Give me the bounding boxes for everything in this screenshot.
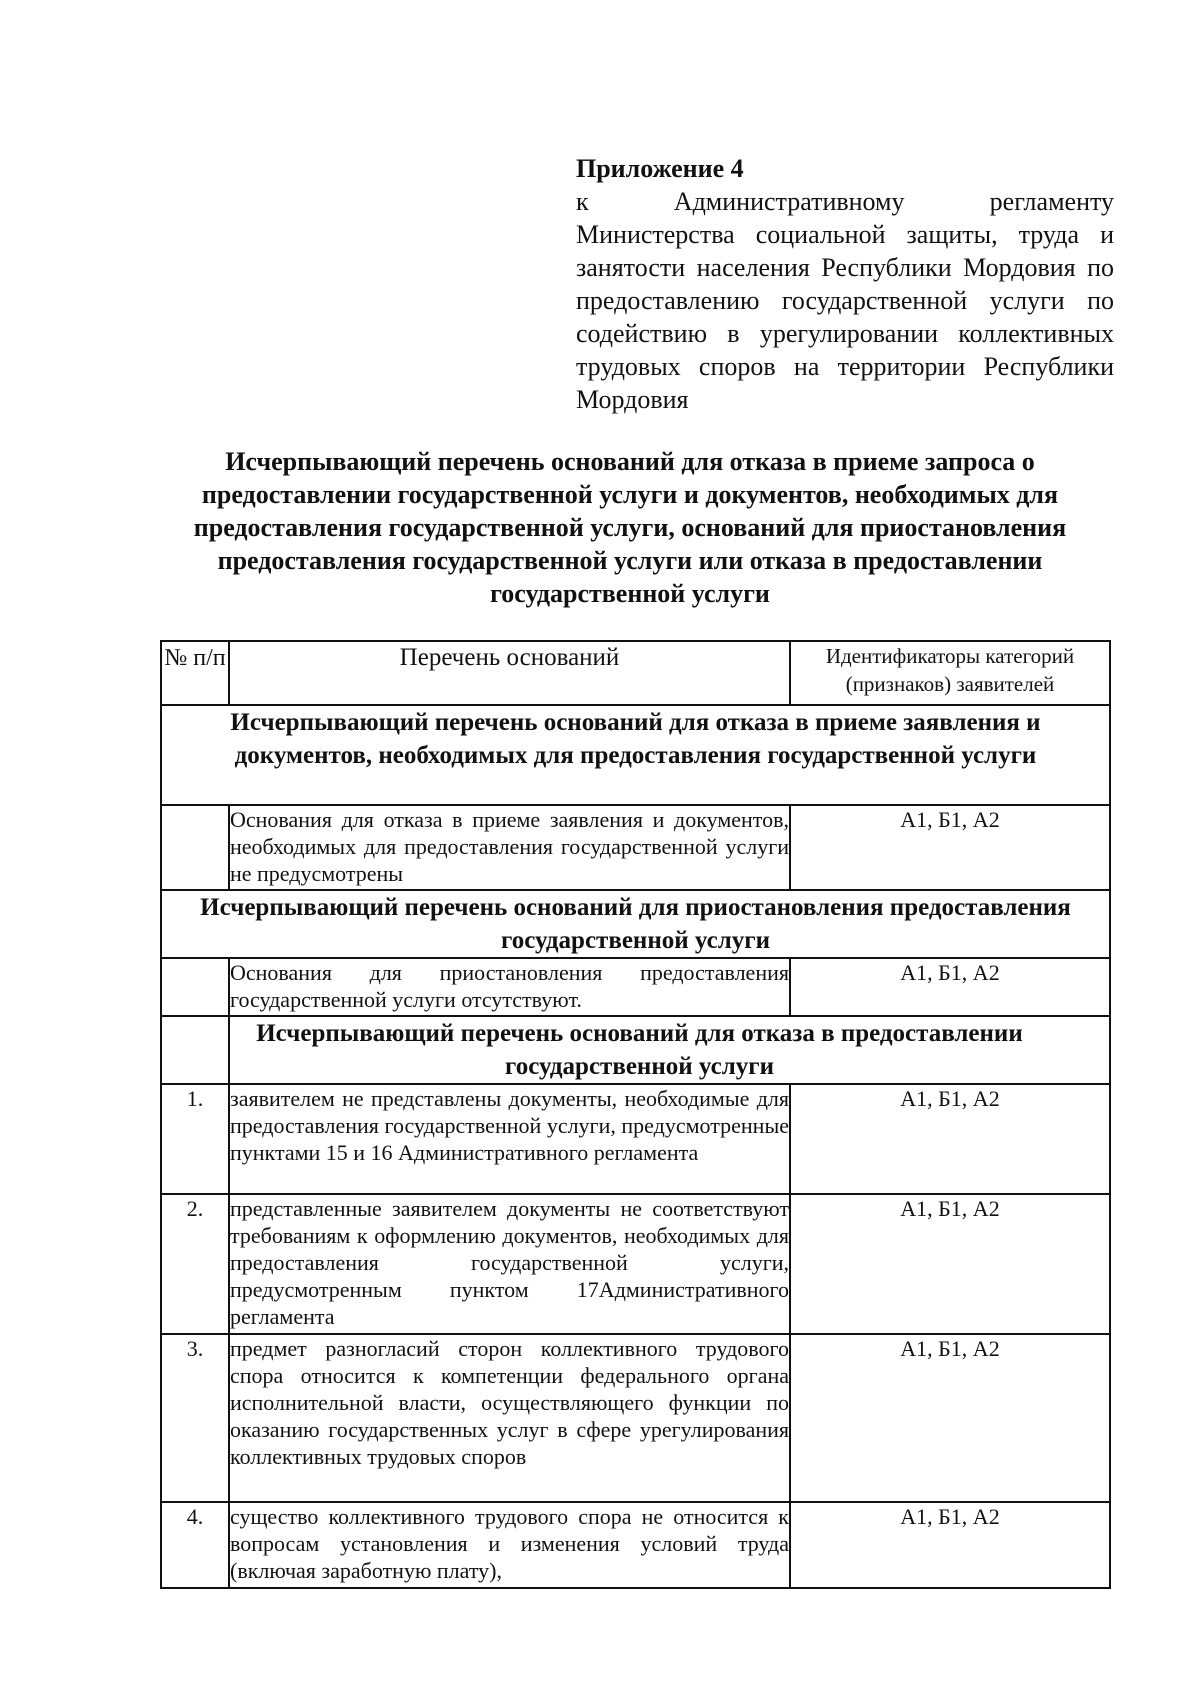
row-ids: А1, Б1, А2 xyxy=(790,805,1110,890)
row-number: 3. xyxy=(161,1334,229,1502)
section-row xyxy=(161,890,1110,958)
row-text: представленные заявителем документы не соответствуют требованиям к оформлению документов, необходимых для предоставления государственной услуги, предусмотренным пунктом 17Административного регламента xyxy=(229,1194,790,1334)
table-row xyxy=(161,1502,1110,1588)
row-number xyxy=(161,958,229,1016)
document-title: Исчерпывающий перечень оснований для отказа в приеме запроса о предоставлении государственной услуги и документов, необходимых для предоставления государственной услуги, оснований для приостановления предоставления государственной услуги или отказа в предоставлении государственной услуги xyxy=(193,447,1067,608)
column-header-ids: Идентификаторы категорий (признаков) заявителей xyxy=(790,641,1110,705)
appendix-heading: Приложение 4 xyxy=(576,154,744,183)
table-row xyxy=(161,805,1110,890)
table-header-row xyxy=(161,641,1110,705)
row-text: предмет разногласий сторон коллективного трудового спора относится к компетенции федерального органа исполнительной власти, осуществляющего функции по оказанию государственных услуг в сфере урегулирования коллективных трудовых споров xyxy=(229,1334,790,1502)
table-row xyxy=(161,1194,1110,1334)
table-row xyxy=(161,958,1110,1016)
row-ids: А1, Б1, А2 xyxy=(790,1084,1110,1194)
row-number: 1. xyxy=(161,1084,229,1194)
empty-cell xyxy=(161,1016,229,1084)
row-ids: А1, Б1, А2 xyxy=(790,1334,1110,1502)
row-number: 4. xyxy=(161,1502,229,1588)
row-number xyxy=(161,805,229,890)
row-text: заявителем не представлены документы, необходимые для предоставления государственной услуги, предусмотренные пунктами 15 и 16 Административного регламента xyxy=(229,1084,790,1194)
column-header-basis: Перечень оснований xyxy=(229,641,790,705)
column-header-number: № п/п xyxy=(161,641,229,705)
appendix-reference xyxy=(576,152,1114,416)
section-title: Исчерпывающий перечень оснований для отказа в предоставлении государственной услуги xyxy=(229,1016,1110,1084)
row-text: Основания для отказа в приеме заявления и документов, необходимых для предоставления государственной услуги не предусмотрены xyxy=(229,805,790,890)
appendix-text: к Административному регламенту Министерства социальной защиты, труда и занятости населения Республики Мордовия по предоставлению государственной услуги по содействию в урегулировании коллективных трудовых споров на территории Республики Мордовия xyxy=(576,187,1114,414)
table-row xyxy=(161,1084,1110,1194)
grounds-table xyxy=(160,640,1111,1589)
section-title: Исчерпывающий перечень оснований для приостановления предоставления государственной услуги xyxy=(161,890,1110,958)
row-text: Основания для приостановления предоставления государственной услуги отсутствуют. xyxy=(229,958,790,1016)
row-number: 2. xyxy=(161,1194,229,1334)
table-row xyxy=(161,1334,1110,1502)
section-title: Исчерпывающий перечень оснований для отказа в приеме заявления и документов, необходимых для предоставления государственной услуги xyxy=(161,705,1110,805)
section-row xyxy=(161,705,1110,805)
row-ids: А1, Б1, А2 xyxy=(790,1194,1110,1334)
row-text: существо коллективного трудового спора не относится к вопросам установления и изменения условий труда (включая заработную плату), xyxy=(229,1502,790,1588)
row-ids: А1, Б1, А2 xyxy=(790,958,1110,1016)
section-row xyxy=(161,1016,1110,1084)
row-ids: А1, Б1, А2 xyxy=(790,1502,1110,1588)
